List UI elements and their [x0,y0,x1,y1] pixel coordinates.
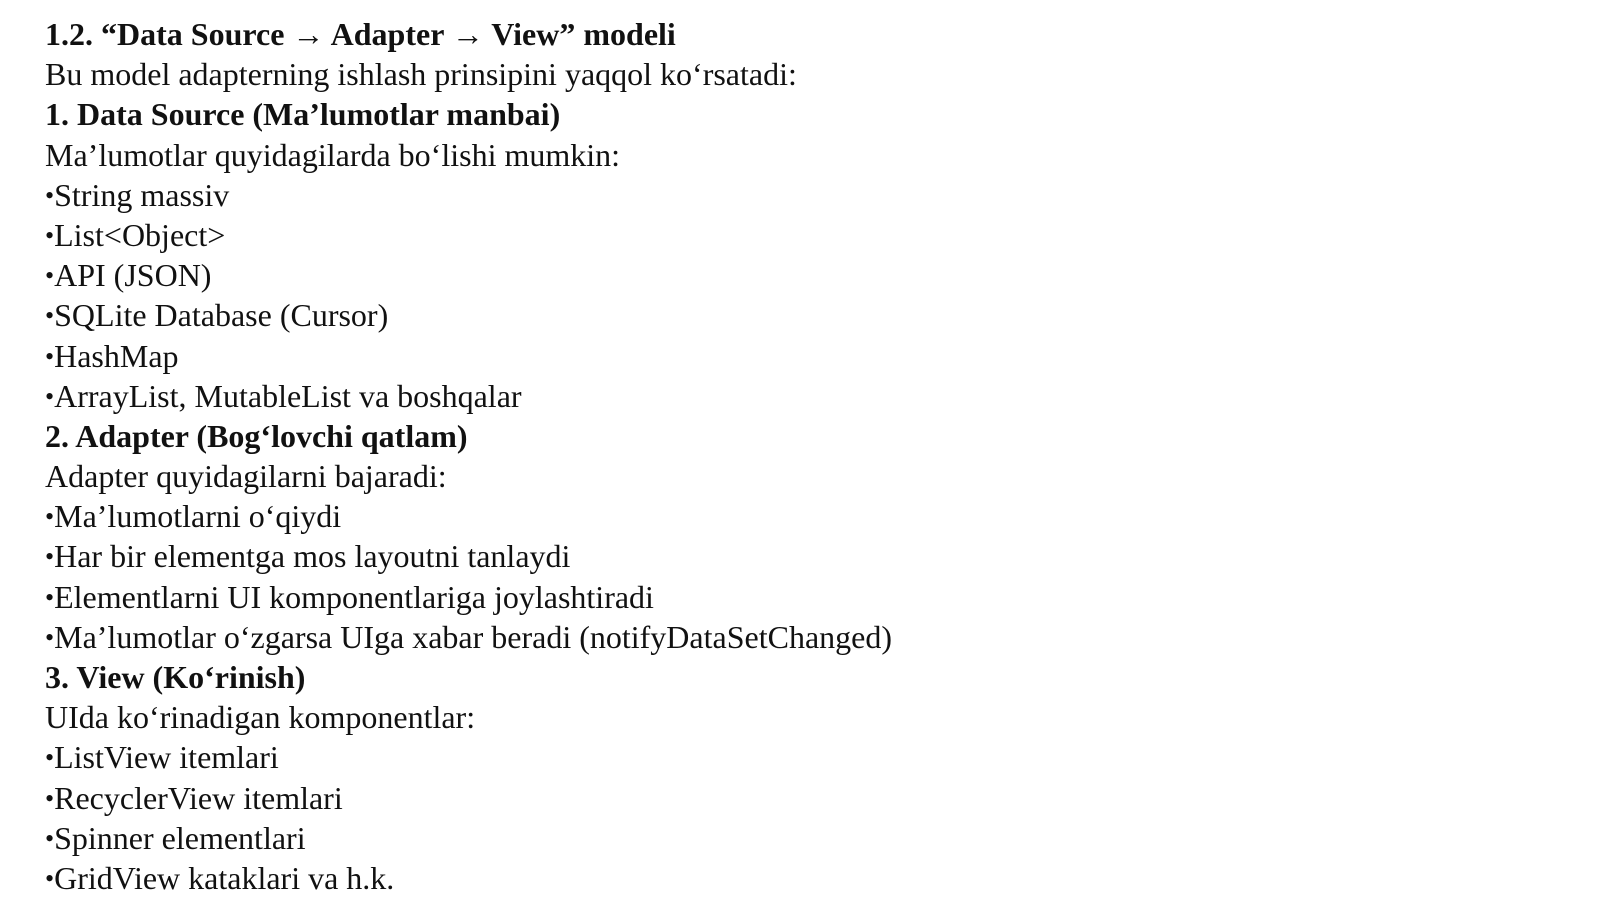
bullet-icon: • [45,180,55,210]
list-item-text: SQLite Database (Cursor) [54,297,389,334]
list-item-text: String massiv [54,176,230,213]
bullet-icon: • [45,542,55,572]
list-item [45,617,1565,657]
view-description: UIda ko‘rinadigan komponentlar: [45,699,476,736]
list-item-text: GridView kataklari va h.k. [54,859,395,896]
bullet-icon: • [45,341,55,371]
list-item-text: Elementlarni UI komponentlariga joylashtiradi [54,578,654,615]
bullet-icon: • [45,502,55,532]
list-item [45,215,1565,255]
bullet-icon: • [45,783,55,813]
bullet-icon: • [45,220,55,250]
list-item [45,737,1565,777]
list-item [45,818,1565,858]
bullet-icon: • [45,823,55,853]
list-item-text: ArrayList, MutableList va boshqalar [54,377,522,414]
section-title: 1.2. “Data Source → Adapter → View” modeli [45,16,676,52]
bullet-icon: • [45,582,55,612]
document-body [45,14,1565,898]
list-item-text: Ma’lumotlar o‘zgarsa UIga xabar beradi (notifyDataSetChanged) [54,618,892,655]
data-source-description: Ma’lumotlar quyidagilarda bo‘lishi mumkin: [45,136,621,173]
bullet-icon: • [45,622,55,652]
list-item [45,336,1565,376]
list-item [45,778,1565,818]
adapter-description: Adapter quyidagilarni bajaradi: [45,458,447,495]
list-item-text: Ma’lumotlarni o‘qiydi [54,498,342,535]
list-item-text: Spinner elementlari [54,819,306,856]
bullet-icon: • [45,863,55,893]
list-item-text: ListView itemlari [54,739,279,776]
list-item [45,295,1565,335]
list-item-text: RecyclerView itemlari [54,779,343,816]
list-item [45,577,1565,617]
list-item-text: Har bir elementga mos layoutni tanlaydi [54,538,571,575]
list-item [45,858,1565,898]
list-item [45,255,1565,295]
view-heading: 3. View (Ko‘rinish) [45,659,306,695]
list-item [45,175,1565,215]
list-item-text: List<Object> [54,216,226,253]
list-item-text: API (JSON) [54,257,212,294]
bullet-icon: • [45,381,55,411]
bullet-icon: • [45,743,55,773]
bullet-icon: • [45,301,55,331]
list-item [45,496,1565,536]
adapter-heading: 2. Adapter (Bog‘lovchi qatlam) [45,417,468,454]
list-item [45,376,1565,416]
list-item [45,536,1565,576]
intro-text: Bu model adapterning ishlash prinsipini yaqqol ko‘rsatadi: [45,56,797,93]
list-item-text: HashMap [54,337,179,374]
data-source-heading: 1. Data Source (Ma’lumotlar manbai) [45,96,561,133]
bullet-icon: • [45,261,55,291]
